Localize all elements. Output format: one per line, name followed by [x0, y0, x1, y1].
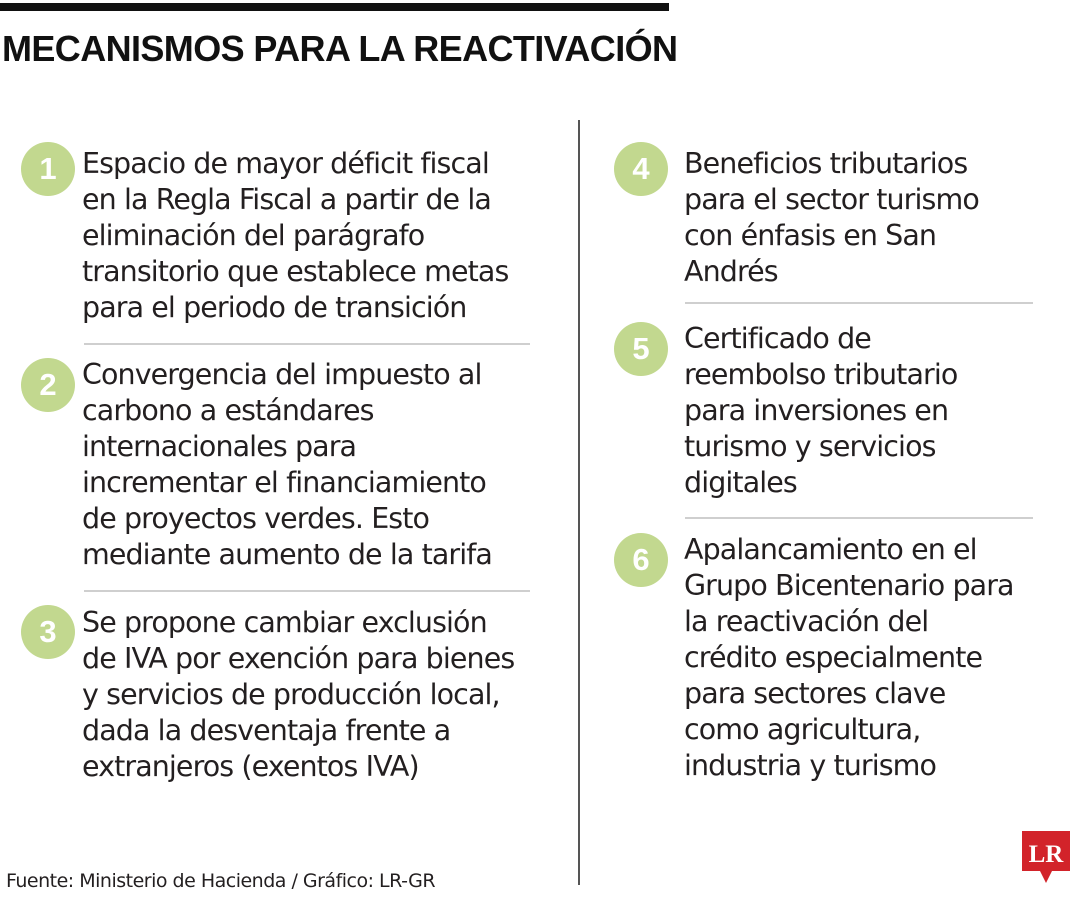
item-text	[82, 146, 508, 326]
item-text	[82, 605, 514, 785]
item-line: para inversiones en	[684, 394, 949, 427]
item-text	[82, 357, 492, 573]
item-line: y servicios de producción local,	[82, 678, 500, 711]
item-line: dada la desventaja frente a	[82, 714, 451, 747]
item-line: internacionales para	[82, 430, 357, 463]
item-line: incrementar el financiamiento	[82, 466, 486, 499]
item-line: industria y turismo	[684, 749, 937, 782]
item-line: extranjeros (exentos IVA)	[82, 750, 419, 783]
item-line: Se propone cambiar exclusión	[82, 606, 487, 639]
item-line: eliminación del parágrafo	[82, 219, 425, 252]
item-text	[684, 321, 957, 501]
item-line: mediante aumento de la tarifa	[82, 538, 492, 571]
lr-logo-text: LR	[1028, 841, 1064, 868]
item-line: para el periodo de transición	[82, 291, 467, 324]
item-number-badge: 1	[21, 142, 75, 196]
item-line: digitales	[684, 466, 797, 499]
item-number-badge: 4	[614, 142, 668, 196]
item-separator	[685, 302, 1033, 304]
item-line: con énfasis en San	[684, 219, 937, 252]
item-line: carbono a estándares	[82, 394, 374, 427]
source-credit: Fuente: Ministerio de Hacienda / Gráfico: LR-GR	[6, 870, 436, 892]
item-line: para el sector turismo	[684, 183, 979, 216]
item-line: Beneficios tributarios	[684, 147, 968, 180]
item-text	[684, 146, 979, 290]
item-line: Andrés	[684, 255, 778, 288]
item-line: para sectores clave	[684, 677, 946, 710]
item-line: crédito especialmente	[684, 641, 983, 674]
item-number-badge: 6	[614, 533, 668, 587]
item-line: de IVA por exención para bienes	[82, 642, 515, 675]
lr-logo	[1022, 831, 1070, 885]
top-rule	[0, 3, 669, 11]
item-number-badge: 2	[21, 358, 75, 412]
item-number-badge: 3	[21, 605, 75, 659]
item-line: turismo y servicios	[684, 430, 936, 463]
item-text	[684, 532, 1014, 784]
item-line: Grupo Bicentenario para	[684, 569, 1014, 602]
item-line: la reactivación del	[684, 605, 929, 638]
page-title: MECANISMOS PARA LA REACTIVACIÓN	[2, 28, 678, 69]
item-line: Apalancamiento en el	[684, 533, 977, 566]
item-separator	[685, 517, 1033, 519]
item-line: reembolso tributario	[684, 358, 958, 391]
item-line: transitorio que establece metas	[82, 255, 509, 288]
item-line: Certificado de	[684, 322, 871, 355]
item-separator	[84, 590, 530, 592]
item-line: de proyectos verdes. Esto	[82, 502, 430, 535]
item-line: en la Regla Fiscal a partir de la	[82, 183, 491, 216]
column-divider	[578, 120, 580, 885]
item-line: Convergencia del impuesto al	[82, 358, 482, 391]
item-line: como agricultura,	[684, 713, 921, 746]
item-line: Espacio de mayor déficit fiscal	[82, 147, 489, 180]
item-number-badge: 5	[614, 322, 668, 376]
item-separator	[84, 343, 530, 345]
